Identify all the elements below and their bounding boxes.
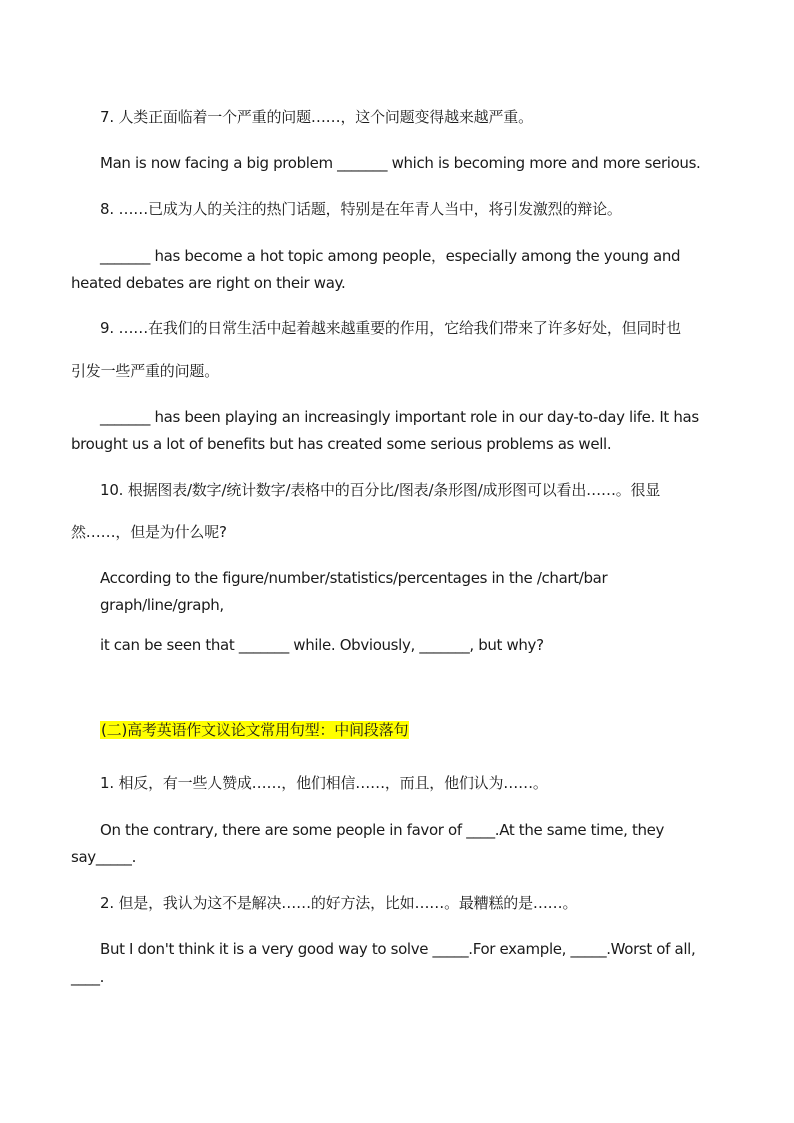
item-8-english-line2: heated debates are right on their way.	[71, 274, 346, 292]
item-7-chinese: 7. 人类正面临着一个严重的问题……，这个问题变得越来越严重。	[100, 108, 533, 126]
item-7-english: Man is now facing a big problem _______ which is becoming more and more serious.	[100, 154, 701, 172]
section-2-item-1-english-line2: say_____.	[71, 848, 137, 866]
item-9-english-line2: brought us a lot of benefits but has created some serious problems as well.	[71, 435, 612, 453]
item-10-chinese-line1: 10. 根据图表/数字/统计数字/表格中的百分比/图表/条形图/成形图可以看出……。很显	[100, 481, 661, 499]
highlighted-heading: (二)高考英语作文议论文常用句型：中间段落句	[101, 721, 409, 739]
section-2-item-1-english-line1: On the contrary, there are some people in favor of ____.At the same time, they	[100, 821, 665, 839]
item-8-english-line1: _______ has become a hot topic among people，especially among the young and	[100, 247, 681, 265]
item-10-english-line1: According to the figure/number/statistics/percentages in the /chart/bar	[100, 569, 608, 587]
item-9-chinese-line2: 引发一些严重的问题。	[71, 362, 220, 380]
item-9-english-line1: _______ has been playing an increasingly important role in our day-to-day life. It has	[100, 408, 699, 426]
section-2-item-2-chinese: 2. 但是，我认为这不是解决……的好方法，比如……。最糟糕的是……。	[100, 894, 578, 912]
item-8-chinese: 8. ……已成为人的关注的热门话题，特别是在年青人当中，将引发激烈的辩论。	[100, 200, 622, 218]
item-10-chinese-line2: 然……，但是为什么呢?	[71, 523, 227, 541]
section-2-heading	[100, 720, 409, 740]
section-2-item-1-chinese: 1. 相反，有一些人赞成……，他们相信……，而且，他们认为……。	[100, 774, 548, 792]
item-10-english-line2: graph/line/graph,	[100, 596, 224, 614]
item-9-chinese-line1: 9. ……在我们的日常生活中起着越来越重要的作用，它给我们带来了许多好处，但同时也	[100, 319, 681, 337]
section-2-item-2-english-line2: ____.	[71, 968, 105, 986]
item-10-english-line3: it can be seen that _______ while. Obviously, _______, but why?	[100, 636, 544, 654]
section-2-item-2-english-line1: But I don't think it is a very good way to solve _____.For example, _____.Worst of all,	[100, 940, 696, 958]
